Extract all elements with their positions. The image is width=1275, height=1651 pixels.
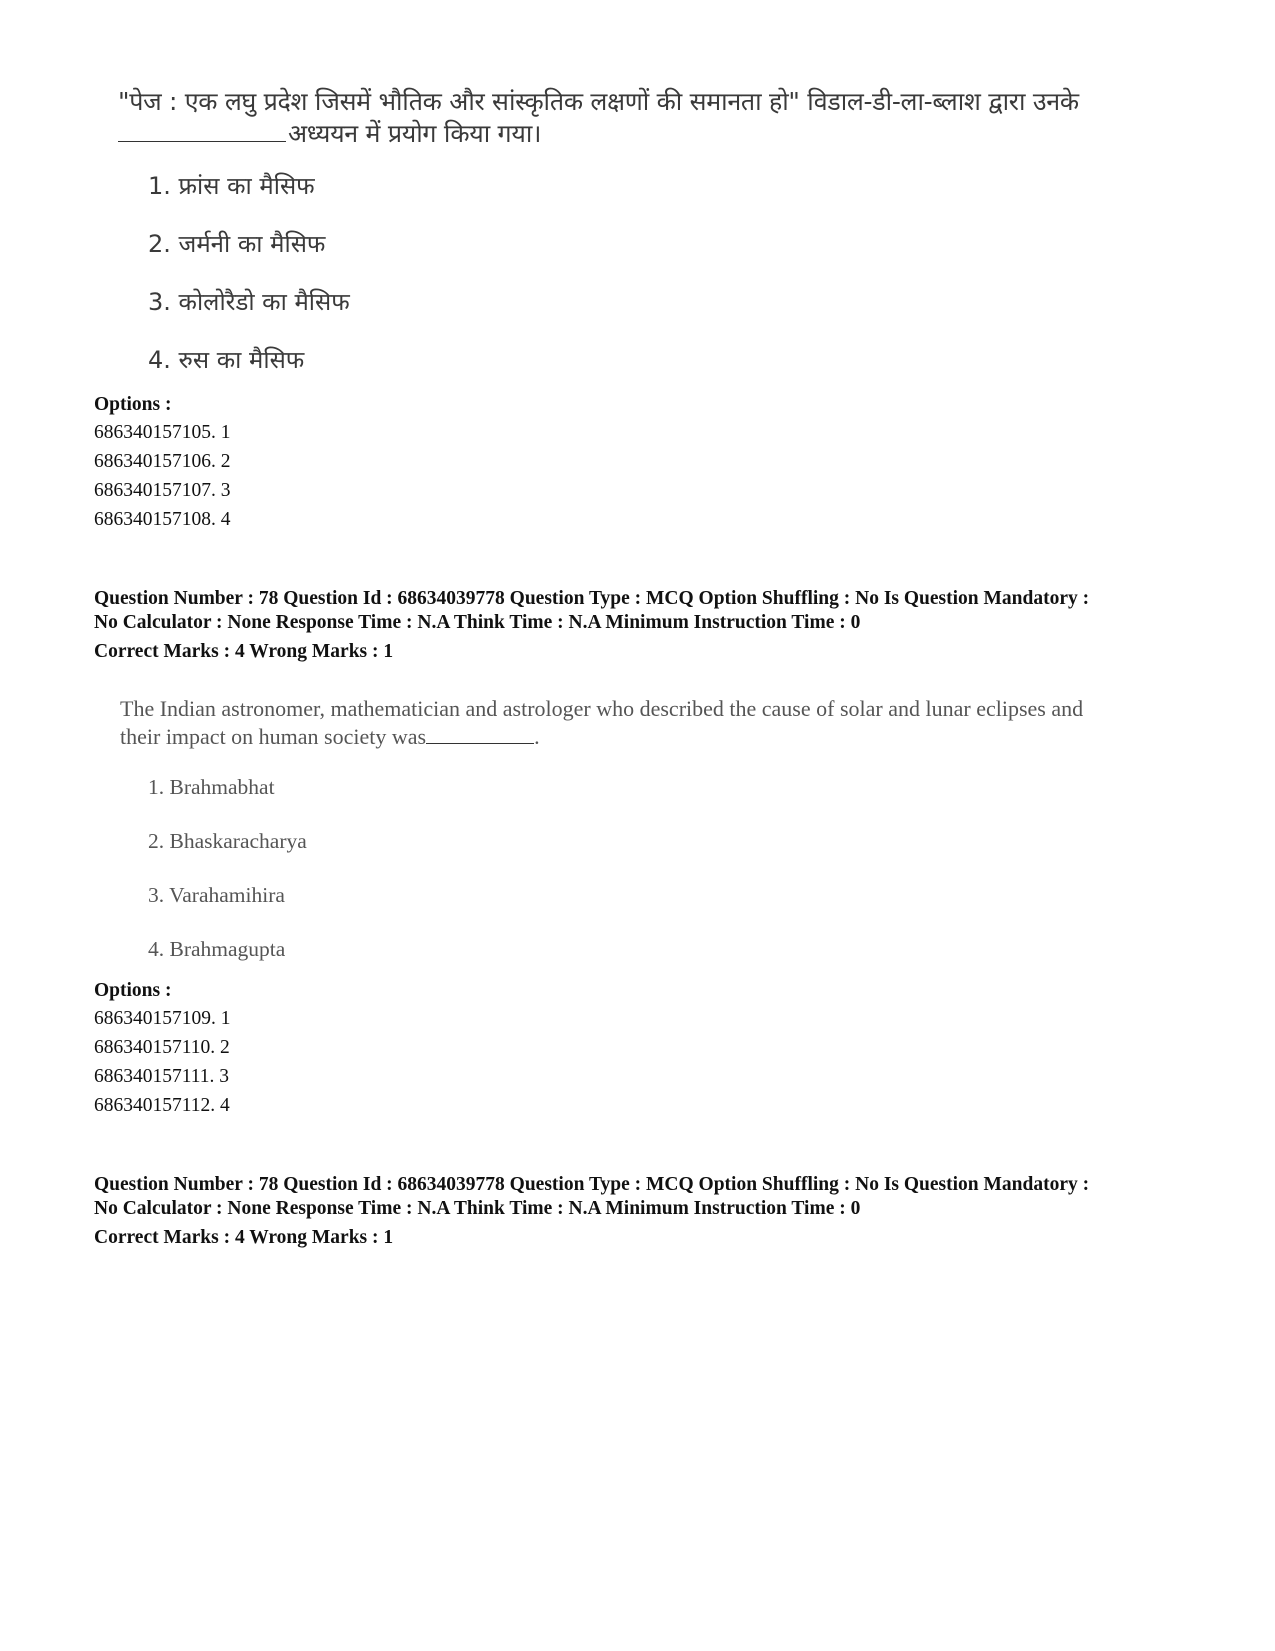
question-stem-line-1: The Indian astronomer, mathematician and astrologer who described the cause of solar and lunar eclipses and: [120, 696, 1084, 721]
answer-choices-hindi: [148, 168, 350, 400]
question-stem-end: .: [534, 724, 540, 749]
option-id-item: 686340157108. 4: [94, 509, 231, 530]
answer-choice: 3. Varahamihira: [148, 883, 285, 907]
option-id-item: 686340157107. 3: [94, 480, 231, 501]
question-stem-line-2-text: their impact on human society was: [120, 724, 427, 749]
question-stem-line-2: [118, 118, 1198, 150]
option-id-item: 686340157105. 1: [94, 422, 231, 443]
option-id-item: 686340157109. 1: [94, 1008, 231, 1029]
option-id-item: 686340157111. 3: [94, 1066, 230, 1087]
option-id-item: 686340157106. 2: [94, 451, 231, 472]
answer-choice: 4. रुस का मैसिफ: [148, 346, 305, 374]
question-meta-line-1: Question Number : 78 Question Id : 68634039778 Question Type : MCQ Option Shuffling : No Is Question Mandatory :: [94, 588, 1090, 609]
answer-choice: 1. Brahmabhat: [148, 775, 275, 799]
question-meta-line-1: Question Number : 78 Question Id : 68634039778 Question Type : MCQ Option Shuffling : No Is Question Mandatory :: [94, 1174, 1090, 1195]
question-marks: Correct Marks : 4 Wrong Marks : 1: [94, 1227, 394, 1248]
fill-in-blank: [426, 742, 534, 744]
question-stem-hindi: [118, 86, 1198, 150]
option-id-item: 686340157112. 4: [94, 1095, 230, 1116]
question-meta-line-2: No Calculator : None Response Time : N.A Think Time : N.A Minimum Instruction Time : 0: [94, 612, 861, 633]
question-stem-english: [120, 695, 1200, 751]
question-marks: Correct Marks : 4 Wrong Marks : 1: [94, 641, 394, 662]
question-stem-line-2-text: अध्ययन में प्रयोग किया गया।: [288, 119, 542, 148]
answer-choice: 3. कोलोरैडो का मैसिफ: [148, 288, 350, 316]
fill-in-blank: [118, 140, 286, 142]
answer-choice: 2. जर्मनी का मैसिफ: [148, 230, 326, 258]
option-id-list: [94, 1004, 231, 1120]
answer-choice: 1. फ्रांस का मैसिफ: [148, 172, 315, 200]
option-id-list: [94, 418, 231, 534]
options-label: Options :: [94, 394, 172, 415]
option-id-item: 686340157110. 2: [94, 1037, 230, 1058]
question-stem-line-2: [120, 723, 1200, 751]
answer-choice: 4. Brahmagupta: [148, 937, 286, 961]
question-meta-line-2: No Calculator : None Response Time : N.A Think Time : N.A Minimum Instruction Time : 0: [94, 1198, 861, 1219]
question-stem-line-1: "पेज : एक लघु प्रदेश जिसमें भौतिक और सांस्कृतिक लक्षणों की समानता हो" विडाल-डी-ला-ब्लाश द्वारा उनके: [118, 87, 1079, 116]
options-label: Options :: [94, 980, 172, 1001]
answer-choices-english: [148, 772, 307, 988]
answer-choice: 2. Bhaskaracharya: [148, 829, 307, 853]
